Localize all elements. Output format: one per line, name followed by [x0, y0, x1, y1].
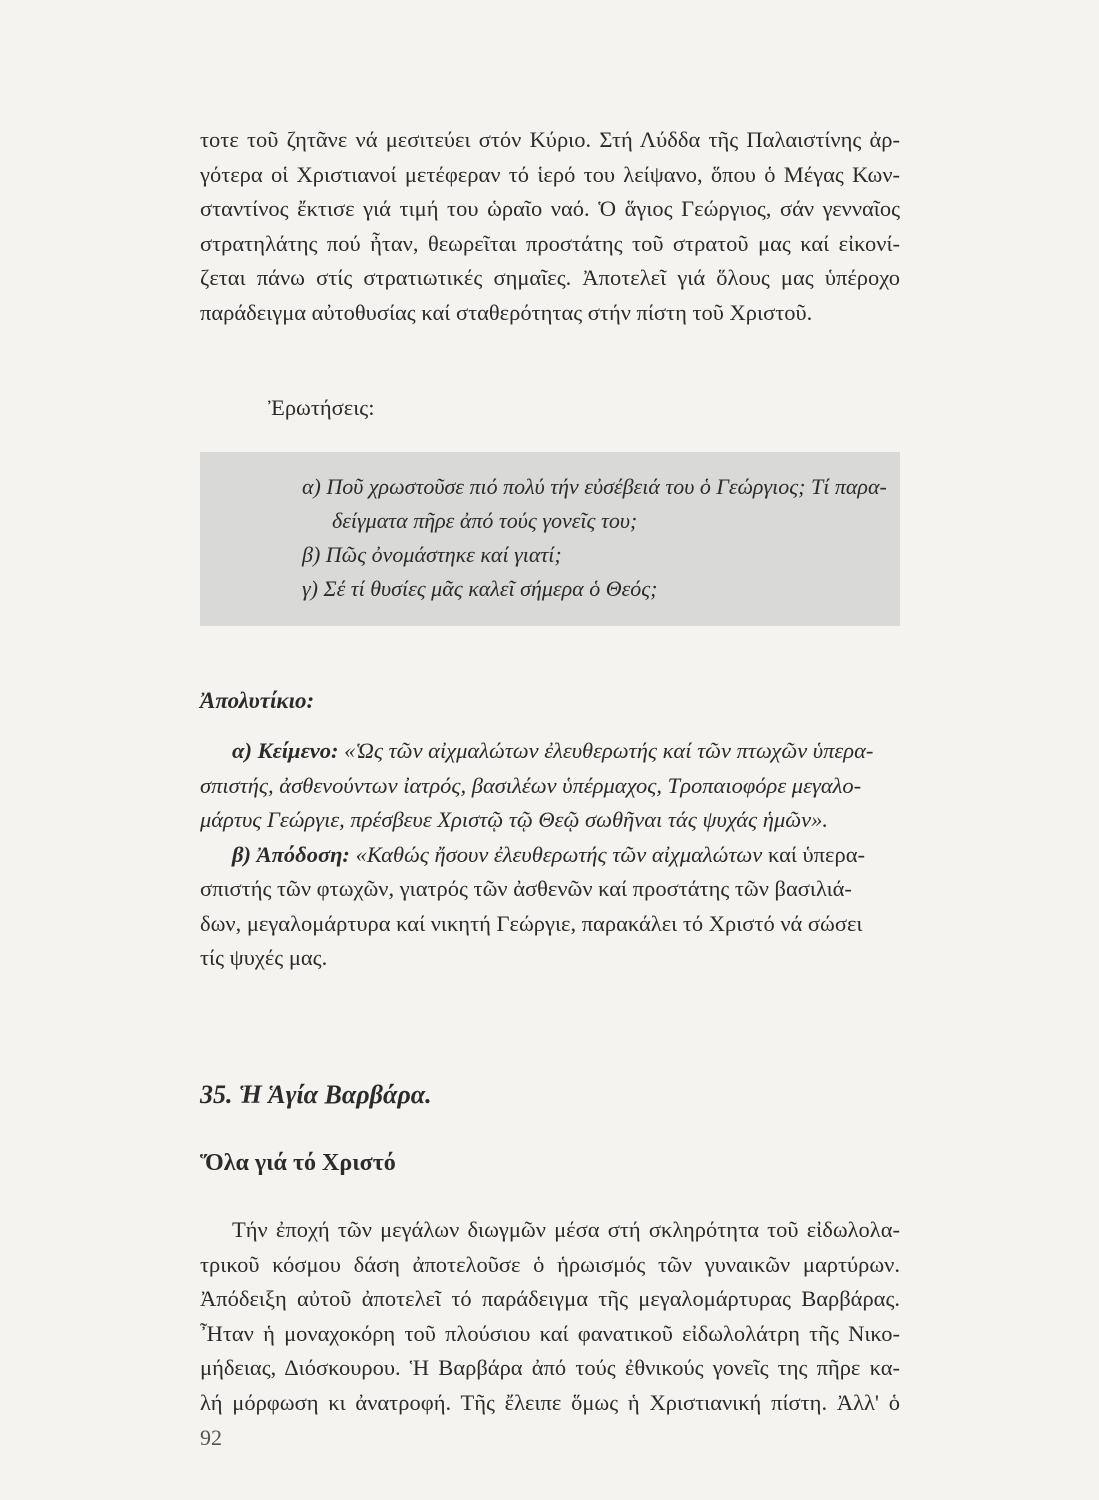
paragraph-line: Τήν ἐποχή τῶν μεγάλων διωγμῶν μέσα στή σκληρότητα τοῦ εἰδωλολα- — [232, 1217, 900, 1242]
rendering-text: σπιστής τῶν φτωχῶν, γιατρός τῶν ἀσθενῶν καί προστάτης τῶν βασιλιά- — [200, 876, 852, 901]
paragraph-line: γότερα οἱ Χριστιανοί μετέφεραν τό ἱερό του λείψανο, ὅπου ὁ Μέγας Κων- — [200, 161, 900, 187]
question-line: β) Πῶς ὀνομάστηκε καί γιατί; — [302, 542, 562, 567]
page-number: 92 — [200, 1425, 222, 1450]
chapter-subtitle: Ὅλα γιά τό Χριστό — [200, 1150, 396, 1176]
apolytikio-line — [200, 734, 900, 769]
hymn-text: «Ὡς τῶν αἰχμαλώτων ἐλευθερωτής καί τῶν πτωχῶν ὑπερα- — [344, 738, 874, 763]
paragraph-line: παράδειγμα αὐτοθυσίας καί σταθερότητας στήν πίστη τοῦ Χριστοῦ. — [200, 299, 813, 325]
questions-heading: Ἐρωτήσεις: — [268, 395, 375, 420]
rendering-text: τίς ψυχές μας. — [200, 945, 328, 970]
chapter-title: 35. Ἡ Ἁγία Βαρβάρα. — [200, 1080, 432, 1109]
paragraph-line: Ἀπόδειξη αὐτοῦ ἀποτελεῖ τό παράδειγμα τῆς μεγαλομάρτυρας Βαρβάρας. — [200, 1286, 900, 1311]
paragraph-line: τοτε τοῦ ζητᾶνε νά μεσιτεύει στόν Κύριο. Στή Λύδδα τῆς Παλαιστίνης ἀρ- — [200, 127, 900, 152]
rendering-text: καί ὑπερα- — [767, 841, 866, 867]
paragraph-line: τρικοῦ κόσμου δάση ἀποτελοῦσε ὁ ἡρωισμός τῶν γυναικῶν μαρτύρων. — [200, 1251, 900, 1277]
question-line: δείγματα πῆρε ἀπό τούς γονεῖς του; — [332, 508, 638, 533]
intro-paragraph — [200, 123, 900, 330]
question-line: γ) Σέ τί θυσίες μᾶς καλεῖ σήμερα ὁ Θεός; — [302, 576, 658, 601]
paragraph-line: μήδειας, Διόσκουρου. Ἡ Βαρβάρα ἀπό τούς ἐθνικούς γονεῖς της πῆρε κα- — [200, 1355, 900, 1380]
paragraph-line: στρατηλάτης πού ἦταν, θεωρεῖται προστάτης τοῦ στρατοῦ μας καί εἰκονί- — [200, 230, 900, 256]
paragraph-line: σταντίνος ἔκτισε γιά τιμή του ὡραῖο ναό. Ὁ ἅγιος Γεώργιος, σάν γενναῖος — [200, 196, 900, 221]
text-label: α) Κείμενο: — [232, 738, 339, 763]
question-line: α) Ποῦ χρωστοῦσε πιό πολύ τήν εὐσέβειά του ὁ Γεώργιος; Τί παρα- — [302, 474, 887, 499]
paragraph-line: Ἦταν ἡ μοναχοκόρη τοῦ πλούσιου καί φανατικοῦ εἰδωλολάτρη τῆς Νικο- — [200, 1320, 900, 1346]
barbara-paragraph — [200, 1213, 900, 1420]
paragraph-line: ζεται πάνω στίς στρατιωτικές σημαῖες. Ἀποτελεῖ γιά ὅλους μας ὑπέροχο — [200, 265, 900, 290]
paragraph-line: λή μόρφωση κι ἀνατροφή. Τῆς ἔλειπε ὅμως ἡ Χριστιανική πίστη. Ἀλλ' ὁ — [200, 1389, 900, 1415]
questions-box — [200, 452, 900, 626]
rendering-label: β) Ἀπόδοση: — [232, 841, 350, 867]
hymn-text: μάρτυς Γεώργιε, πρέσβευε Χριστῷ τῷ Θεῷ σωθῆναι τάς ψυχάς ἡμῶν». — [200, 807, 828, 832]
rendering-text: «Καθώς ἤσουν ἐλευθερωτής τῶν αἰχμαλώτων — [355, 841, 763, 867]
rendering-text: δων, μεγαλομάρτυρα καί νικητή Γεώργιε, παρακάλει τό Χριστό νά σώσει — [200, 910, 863, 936]
rendering-line — [200, 838, 900, 873]
apolytikio-heading: Ἀπολυτίκιο: — [200, 688, 315, 713]
hymn-text: σπιστής, ἀσθενούντων ἰατρός, βασιλέων ὑπέρμαχος, Τροπαιοφόρε μεγαλο- — [200, 772, 862, 798]
apolytikio-text — [200, 734, 900, 976]
